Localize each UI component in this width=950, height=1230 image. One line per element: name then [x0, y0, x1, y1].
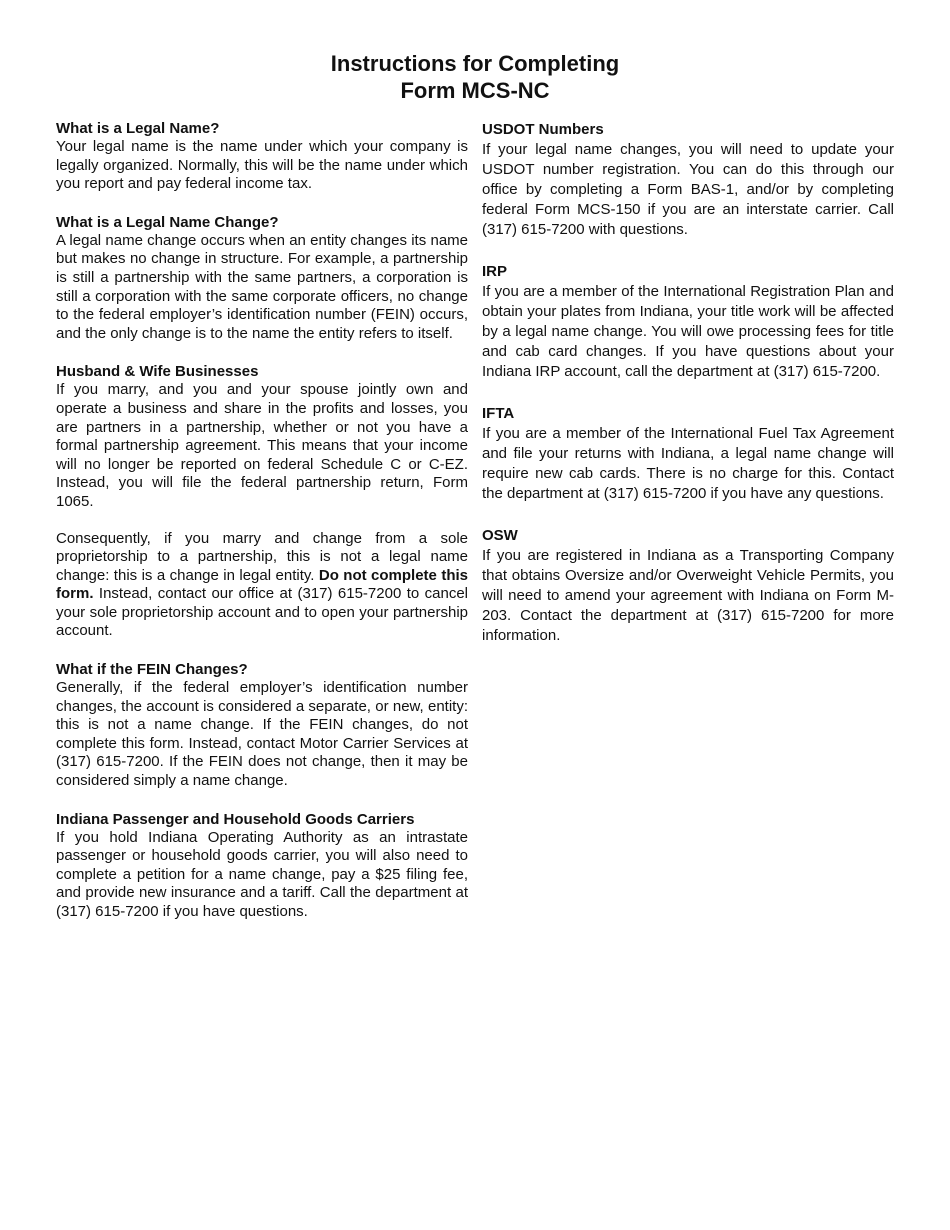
- section-body: If you hold Indiana Operating Authority as an intrastate passenger or household goods carrier, you will also need to complete a petition for a name change, pay a $25 filing fee, and provide new insurance and a tariff. Call the department at (317) 615-7200 if you have questions.: [56, 828, 468, 920]
- section-ifta: [482, 403, 894, 504]
- body-text: Consequently, if you marry and change from a sole proprietorship to a partnership, this is not a legal name change: this is a change in legal entity.: [56, 529, 468, 584]
- section-osw: [482, 525, 894, 646]
- section-usdot: [482, 119, 894, 240]
- section-body: If you are registered in Indiana as a Transporting Company that obtains Oversize and/or Overweight Vehicle Permits, you will need to amend your agreement with Indiana on Form M-203. Contact the department at (317) 615-7200 for more information.: [482, 547, 894, 644]
- section-body: A legal name change occurs when an entity changes its name but makes no change in structure. For example, a partnership is still a partnership with the same partners, a corporation is still a corporation with the same corporate officers, no change to the federal employer’s identification number (FEIN) occurs, and the only change is to the name the entity refers to itself.: [56, 231, 468, 342]
- section-body: If you are a member of the International Fuel Tax Agreement and file your returns with Indiana, a legal name change will require new cab cards. There is no charge for this. Contact the department at (317) 615-7200 if you have any questions.: [482, 425, 894, 502]
- section-body: If you marry, and you and your spouse jointly own and operate a business and share in the profits and losses, you are partners in a partnership, whether or not you have a formal partnership agreement. This means that your income will no longer be reported on federal Schedule C or C-EZ. Instead, you will file the federal partnership return, Form 1065.: [56, 381, 468, 510]
- section-body: If your legal name changes, you will need to update your USDOT number registration. You can do this through our office by completing a Form BAS-1, and/or by completing federal Form MCS-150 if you are an interstate carrier. Call (317) 615-7200 with questions.: [482, 141, 894, 238]
- section-passenger-carriers: [56, 810, 468, 922]
- section-body-consequently: [56, 530, 468, 642]
- section-heading: IRP: [482, 263, 508, 280]
- section-body: Your legal name is the name under which your company is legally organized. Normally, this will be the name under which you report and pay federal income tax.: [56, 138, 468, 193]
- section-fein: [56, 660, 468, 791]
- section-legal-name-change: [56, 213, 468, 344]
- body-text: Instead, contact our office at (317) 615-7200 to cancel your sole proprietorship account and to open your partnership account.: [56, 585, 468, 640]
- section-legal-name: [56, 119, 468, 194]
- section-heading: Indiana Passenger and Household Goods Carriers: [56, 810, 415, 828]
- section-heading: USDOT Numbers: [482, 121, 604, 138]
- section-body: Generally, if the federal employer’s identification number changes, the account is considered a separate, or new, entity: this is not a name change. If the FEIN changes, do not complete this form. Instead, contact Motor Carrier Services at (317) 615-7200. If the FEIN does not change, then it may be considered simply a name change.: [56, 679, 468, 790]
- section-heading: What if the FEIN Changes?: [56, 661, 248, 679]
- section-heading: IFTA: [482, 405, 515, 422]
- do-not-complete-warning: Do not complete this form.: [56, 566, 468, 603]
- section-heading: What is a Legal Name?: [56, 120, 220, 137]
- section-heading: OSW: [482, 527, 518, 544]
- left-column: [56, 119, 468, 941]
- section-heading: Husband & Wife Businesses: [56, 363, 259, 381]
- title-line-2: Form MCS-NC: [400, 78, 550, 103]
- section-irp: [482, 261, 894, 382]
- section-husband-wife: [56, 362, 468, 641]
- section-heading: What is a Legal Name Change?: [56, 213, 279, 231]
- right-column: [482, 119, 894, 667]
- section-body: If you are a member of the International Registration Plan and obtain your plates from Indiana, your title work will be affected by a legal name change. You will owe processing fees for title and cab card changes. If you have questions about your Indiana IRP account, call the department at (317) 615-7200.: [482, 283, 894, 380]
- title-line-1: Instructions for Completing: [330, 51, 620, 76]
- page-title: [0, 50, 950, 104]
